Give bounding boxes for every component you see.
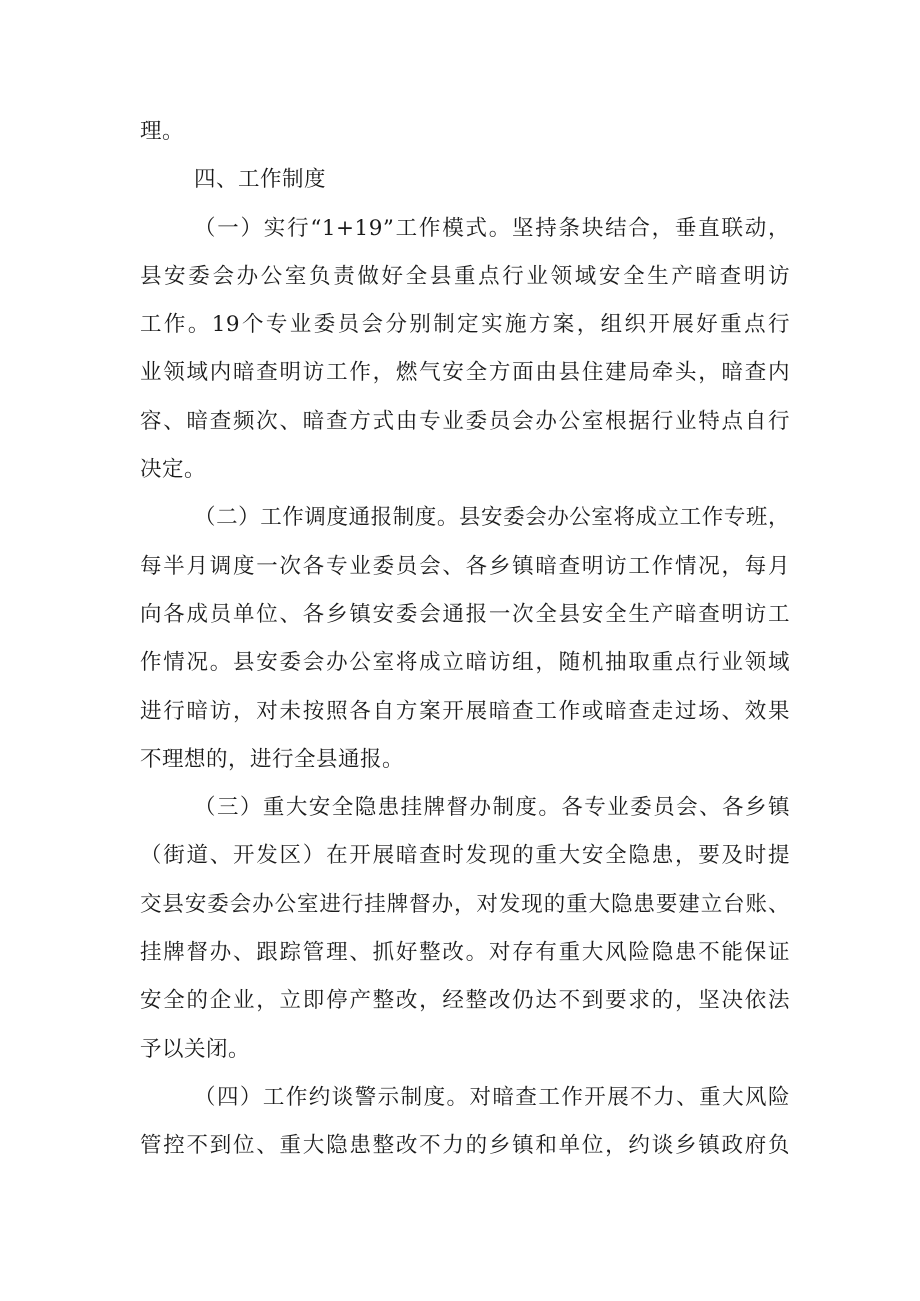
- paragraph-line: 决定。: [140, 457, 207, 483]
- paragraph-line: 县安委会办公室负责做好全县重点行业领域安全生产暗查明访: [140, 263, 790, 289]
- paragraph-line: 交县安委会办公室进行挂牌督办，对发现的重大隐患要建立台账、: [140, 891, 790, 917]
- paragraph-line: 容、暗查频次、暗查方式由专业委员会办公室根据行业特点自行: [140, 408, 790, 434]
- paragraph-line: 予以关闭。: [140, 1036, 251, 1062]
- section-heading: 四、工作制度: [194, 167, 327, 193]
- paragraph-line: 业领域内暗查明访工作，燃气安全方面由县住建局牵头，暗查内: [140, 360, 790, 386]
- paragraph-line: 挂牌督办、跟踪管理、抓好整改。对存有重大风险隐患不能保证: [140, 940, 790, 966]
- paragraph-line: 安全的企业，立即停产整改，经整改仍达不到要求的，坚决依法: [140, 988, 790, 1014]
- paragraph-line: （街道、开发区）在开展暗查时发现的重大安全隐患，要及时提: [140, 843, 790, 869]
- paragraph-line: 理。: [140, 119, 185, 144]
- paragraph-line: 不理想的，进行全县通报。: [140, 746, 405, 772]
- paragraph-line: 每半月调度一次各专业委员会、各乡镇暗查明访工作情况，每月: [140, 553, 790, 579]
- document-body: [140, 108, 790, 1171]
- paragraph-line: 向各成员单位、各乡镇安委会通报一次全县安全生产暗查明访工: [140, 601, 790, 627]
- paragraph-line: 进行暗访，对未按照各自方案开展暗查工作或暗查走过场、效果: [140, 698, 790, 724]
- paragraph-line: 工作。19个专业委员会分别制定实施方案，组织开展好重点行: [140, 312, 790, 338]
- paragraph-line: （一）实行“1+19”工作模式。坚持条块结合，垂直联动，: [194, 215, 790, 241]
- paragraph-line: （四）工作约谈警示制度。对暗查工作开展不力、重大风险: [194, 1084, 790, 1110]
- paragraph-line: （二）工作调度通报制度。县安委会办公室将成立工作专班，: [194, 505, 790, 531]
- paragraph-line: 管控不到位、重大隐患整改不力的乡镇和单位，约谈乡镇政府负: [140, 1133, 790, 1159]
- paragraph-line: 作情况。县安委会办公室将成立暗访组，随机抽取重点行业领域: [140, 650, 790, 676]
- paragraph-line: （三）重大安全隐患挂牌督办制度。各专业委员会、各乡镇: [194, 795, 790, 821]
